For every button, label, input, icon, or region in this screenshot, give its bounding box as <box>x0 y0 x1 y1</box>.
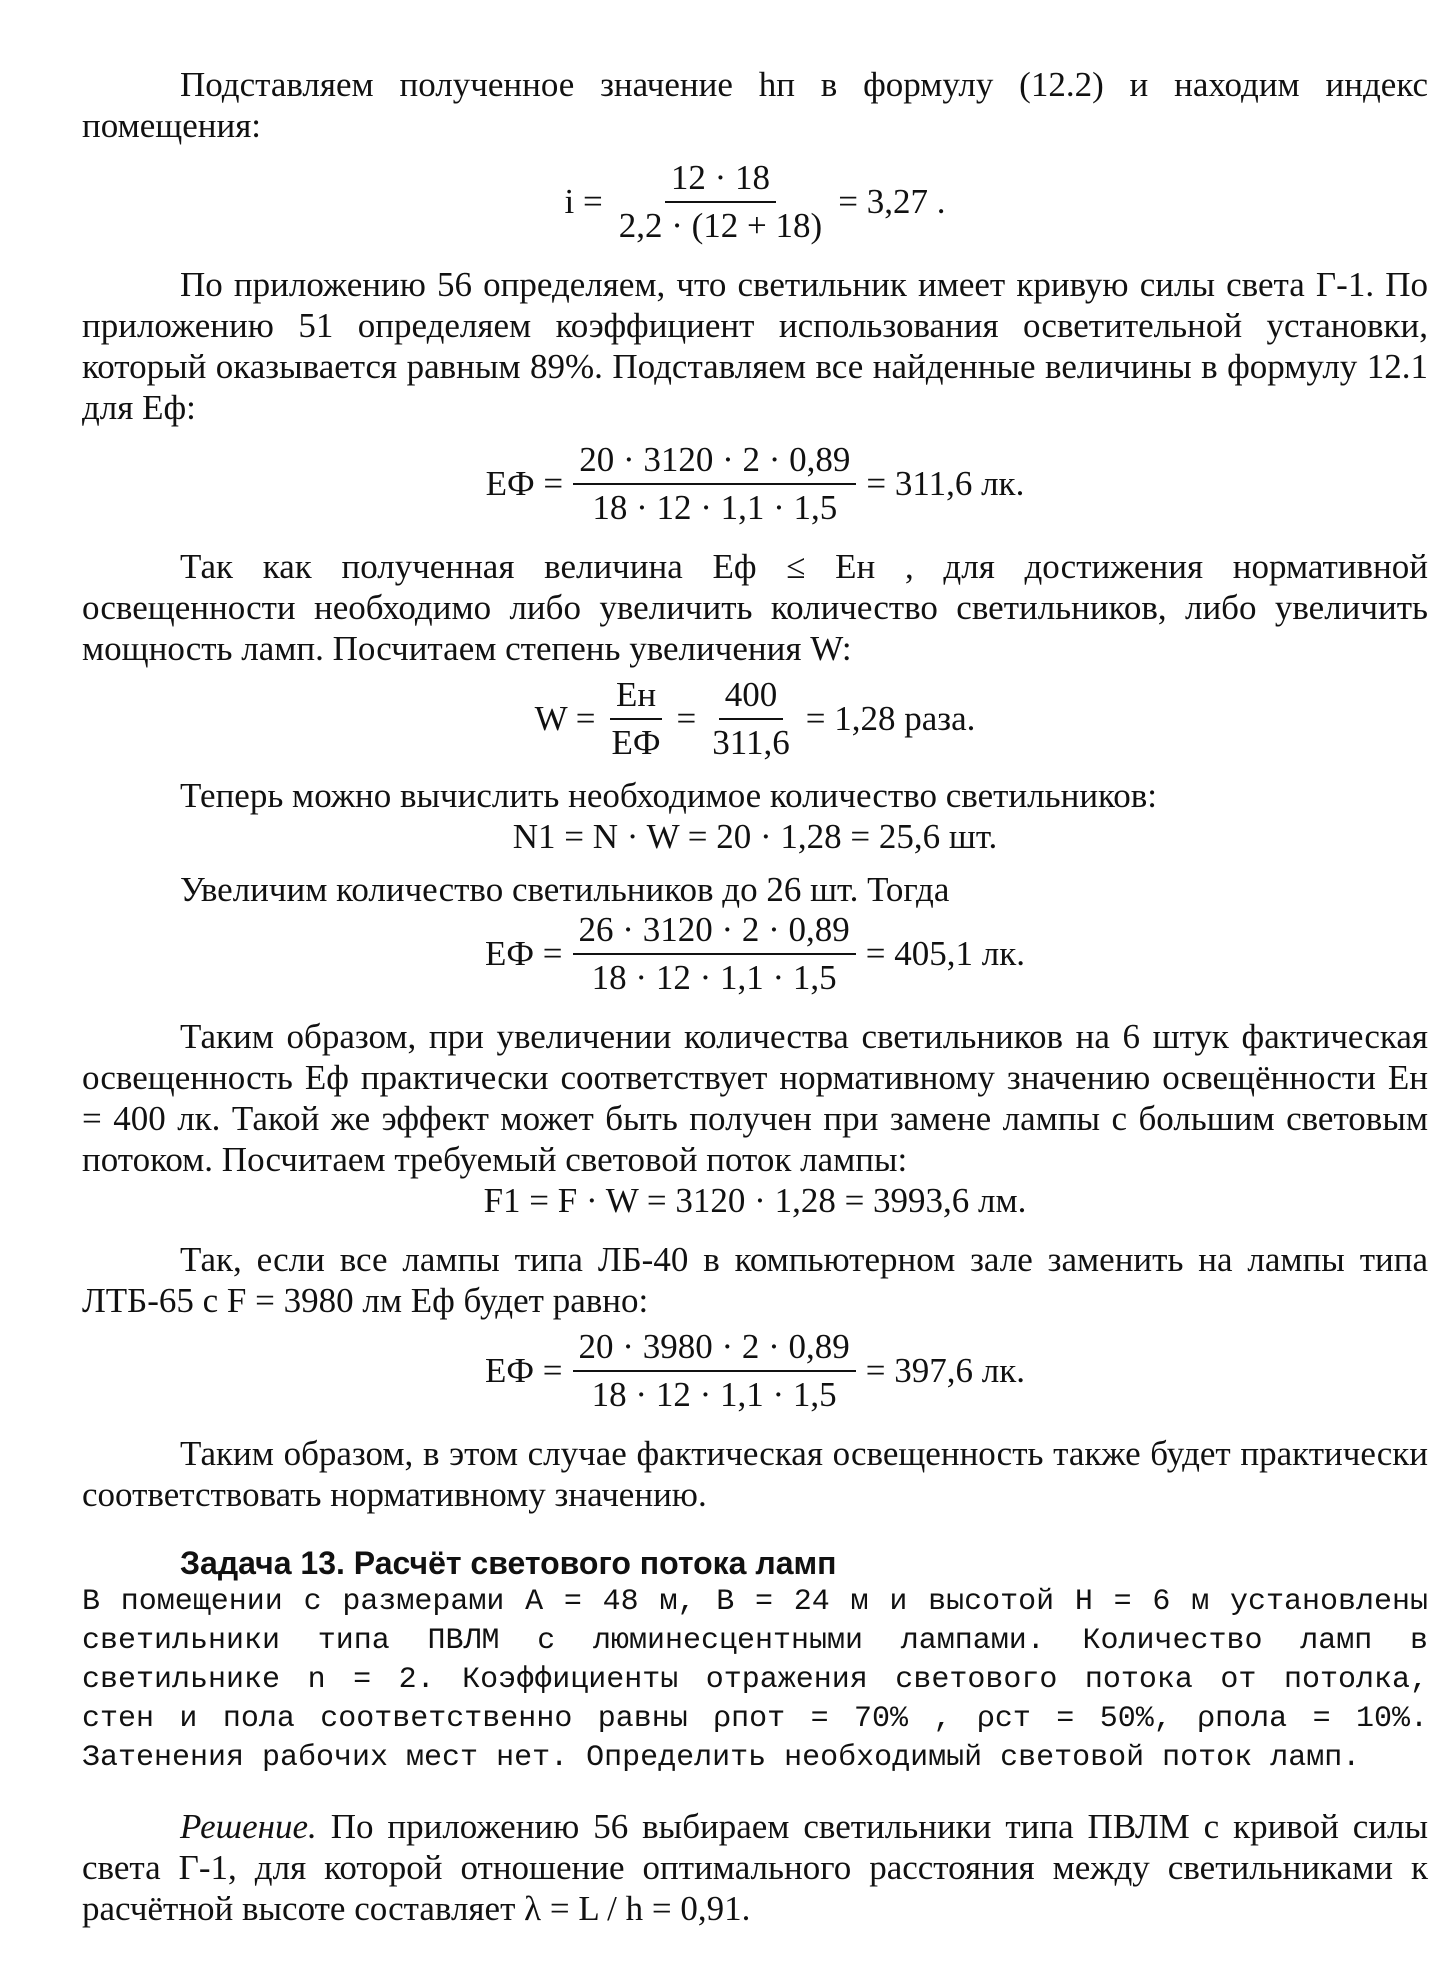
paragraph-luminaire-count: Теперь можно вычислить необходимое количество светильников: <box>180 776 1158 815</box>
fraction: $\frac{26 \cdot 3120 \cdot 2 \cdot 0,89}{18 \cdot 12 \cdot 1,1 \cdot 1,5}$ <box>573 910 856 998</box>
paragraph-conclusion-1: Таким образом, при увеличении количества светильников на 6 штук фактическая освещенность Eф практически соответствует нормативному значению освещённости Eн = 400 лк. Такой же эффект может быть получен при замене лампы с большим световым потоком. Посчитаем требуемый световой поток лампы: <box>82 1017 1428 1179</box>
paragraph-conclusion-2: Таким образом, в этом случае фактическая освещенность также будет практически соответствовать нормативному значению. <box>82 1434 1428 1514</box>
formula-increase-ratio: W = $\frac{Eн}{EФ}$ = $\frac{400}{311,6}$ = 1,28 раза. <box>534 675 976 762</box>
formula-illuminance-2: EФ = $\frac{26 \cdot 3120 \cdot 2 \cdot 0,89}{18 \cdot 12 \cdot 1,1 \cdot 1,5}$ = 405,1 лк. <box>485 910 1025 997</box>
formula-illuminance-1: EФ = $\frac{20 \cdot 3120 \cdot 2 \cdot 0,89}{18 \cdot 12 \cdot 1,1 \cdot 1,5}$ = 311,6 лк. <box>485 440 1025 527</box>
fraction: $\frac{400}{311,6}$ <box>712 675 790 762</box>
paragraph-increase-count: Увеличим количество светильников до 26 шт. Тогда <box>180 870 950 909</box>
formula-room-index: i = $\frac{12 \cdot 18}{2,2 \cdot (12 + 18)}$ = 3,27 . <box>564 158 946 245</box>
task-title: Задача 13. Расчёт светового потока ламп <box>180 1545 837 1581</box>
formula-luminaire-count: N1 = N · W = 20 · 1,28 = 25,6 шт. <box>512 817 998 856</box>
paragraph-lamp-replacement: Так, если все лампы типа ЛБ-40 в компьютерном зале заменить на лампы типа ЛТБ-65 с F = 3980 лм Eф будет равно: <box>82 1240 1428 1320</box>
fraction: $\frac{Eн}{EФ}$ <box>611 675 661 762</box>
paragraph-utilization-coefficient: По приложению 56 определяем, что светильник имеет кривую силы света Г-1. По приложению 51 определяем коэффициент использования осветительной установки, который оказывается равным 89%. Подставляем все найденные величины в формулу 12.1 для Eф: <box>82 265 1428 427</box>
fraction: $\frac{20 \cdot 3120 \cdot 2 \cdot 0,89}{18 \cdot 12 \cdot 1,1 \cdot 1,5}$ <box>573 440 856 528</box>
paragraph-increase-degree: Так как полученная величина Eф ≤ Eн , для достижения нормативной освещенности необходимо либо увеличить количество светильников, либо увеличить мощность ламп. Посчитаем степень увеличения W: <box>82 547 1428 668</box>
solution-label: Решение. <box>180 1807 317 1846</box>
fraction: $\frac{12 \cdot 18}{2,2 \cdot (12 + 18)}$ <box>618 158 823 245</box>
formula-illuminance-3: EФ = $\frac{20 \cdot 3980 \cdot 2 \cdot 0,89}{18 \cdot 12 \cdot 1,1 \cdot 1,5}$ = 397,6 лк. <box>485 1327 1025 1414</box>
fraction: $\frac{20 \cdot 3980 \cdot 2 \cdot 0,89}{18 \cdot 12 \cdot 1,1 \cdot 1,5}$ <box>573 1327 856 1415</box>
solution-paragraph <box>82 1806 1428 1929</box>
solution-text: По приложению 56 выбираем светильники типа ПВЛМ с кривой силы света Г-1, для которой отношение оптимального расстояния между светильниками к расчётной высоте составляет λ = L / h = 0,91. <box>82 1807 1428 1928</box>
task-statement: В помещении с размерами A = 48 м, B = 24 м и высотой H = 6 м установлены светильники типа ПВЛМ с люминесцентными лампами. Количество ламп в светильнике n = 2. Коэффициенты отражения светового потока от потолка, стен и пола соответственно равны ρпот = 70% , ρст = 50%, ρпола = 10%. Затенения рабочих мест нет. Определить необходимый световой поток ламп. <box>82 1585 1428 1775</box>
paragraph-room-index-intro: Подставляем полученное значение hп в формулу (12.2) и находим индекс помещения: <box>82 65 1428 145</box>
page-content <box>82 64 1428 1929</box>
formula-required-flux: F1 = F · W = 3120 · 1,28 = 3993,6 лм. <box>483 1181 1027 1220</box>
